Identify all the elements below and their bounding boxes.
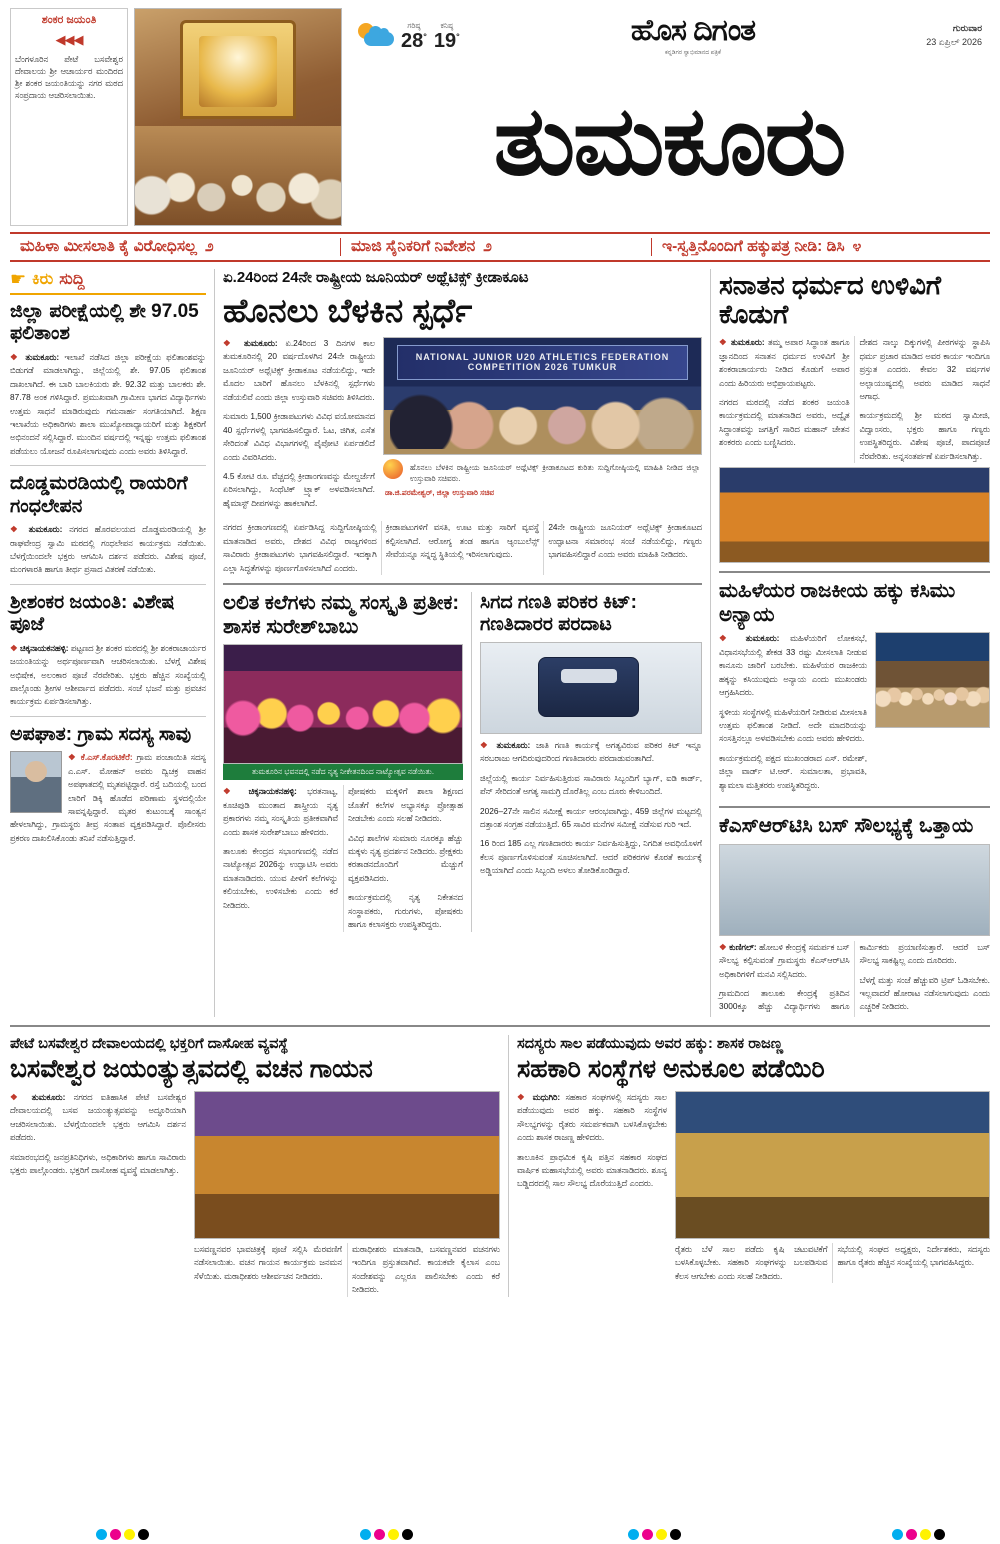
bus-p2: ಗ್ರಾಮದಿಂದ ತಾಲೂಕು ಕೇಂದ್ರಕ್ಕೆ ಪ್ರತಿದಿನ 3000ಕ್ಕೂ ಹೆಚ್ಚು ವಿದ್ಯಾರ್ಥಿಗಳು ಹಾಗೂ ಕಾರ್ಮಿಕರು ಪ್ರಯಾಣಿಸುತ್ತಾರೆ. ಆದರೆ ಬಸ್ ಸೌಲಭ್ಯ ಸಾಕಷ್ಟಿಲ್ಲ ಎಂದು ದೂರಿದರು. <box>719 941 990 1012</box>
coop-place: ಮಧುಗಿರಿ: <box>532 1091 561 1102</box>
divider <box>10 1025 990 1027</box>
brand-name: ಹೊಸ ದಿಗಂತ <box>630 14 756 47</box>
dais-people-graphic <box>390 394 694 450</box>
lead-photo-credit: ಡಾ.ಜಿ.ಪರಮೇಶ್ವರ್, ಜಿಲ್ಲಾ ಉಸ್ತುವಾರಿ ಸಚಿವ <box>385 488 495 498</box>
side-story-title: ಶಂಕರ ಜಯಂತಿ <box>41 14 97 26</box>
lead-p3: ಸುಮಾರು 1,500 ಕ್ರೀಡಾಪಟುಗಳು ವಿವಿಧ ವಯೋಮಾನದ 40 ಸ್ಪರ್ಧೆಗಳಲ್ಲಿ ಭಾಗವಹಿಸಲಿದ್ದಾರೆ. ಓಟ, ಜಿಗಿತ, ಎಸೆತ ಸೇರಿದಂತೆ ವಿವಿಧ ವಿಭಾಗಗಳಲ್ಲಿ ಪೈಪೋಟಿ ಏರ್ಪಡಲಿದೆ ಎಂದು ವಿವರಿಸಿದರು. <box>223 411 375 462</box>
dharma-story <box>719 271 990 563</box>
women-p1: ಮಹಿಳೆಯರಿಗೆ ಲೋಕಸಭೆ, ವಿಧಾನಸಭೆಯಲ್ಲಿ ಶೇಕಡ 33 ರಷ್ಟು ಮೀಸಲಾತಿ ನೀಡುವ ಕಾನೂನು ಜಾರಿಗೆ ಬರಬೇಕು. ಮಹಿಳೆಯರ ರಾಜಕೀಯ ಹಕ್ಕನ್ನು ಕಸಿಯುವುದು ಅನ್ಯಾಯ ಎಂದು ಮುಖಂಡರು ಆಗ್ರಹಿಸಿದರು. <box>719 633 868 698</box>
basava-p1: ನಗರದ ಐತಿಹಾಸಿಕ ಪೇಟೆ ಬಸವೇಶ್ವರ ದೇವಾಲಯದಲ್ಲಿ ಬಸವ ಜಯಂತ್ಯುತ್ಸವವನ್ನು ಅದ್ಧೂರಿಯಾಗಿ ಆಚರಿಸಲಾಯಿತು. ಬೆಳಗ್ಗೆಯಿಂದಲೇ ಭಕ್ತರು ಆಗಮಿಸಿ ದರ್ಶನ ಪಡೆದರು. <box>10 1091 186 1143</box>
census-place: ತುಮಕೂರು: <box>496 739 531 750</box>
culture-place: ಚಿಕ್ಕನಾಯಕನಹಳ್ಳಿ: <box>248 786 297 797</box>
temp-min: ಕನಿಷ್ಠ 19° <box>433 20 460 52</box>
column-left <box>10 269 206 1017</box>
color-registration-marks-2 <box>360 1529 413 1540</box>
divider <box>10 465 206 466</box>
brand-tagline: ಕನ್ನಡಿಗರ ಸ್ವಾಭಿಮಾನದ ಪತ್ರಿಕೆ <box>664 50 721 56</box>
kiru-badge-part1: ಕಿರು <box>32 270 54 288</box>
center-bottom-block <box>223 592 702 932</box>
date-full: 23 ಏಪ್ರಿಲ್ 2026 <box>926 36 982 47</box>
main-grid <box>10 269 990 1017</box>
lead-p5: ಕ್ರೀಡಾಪಟುಗಳಿಗೆ ವಸತಿ, ಊಟ ಮತ್ತು ಸಾರಿಗೆ ವ್ಯವಸ್ಥೆ ಕಲ್ಪಿಸಲಾಗಿದೆ. ಆರೋಗ್ಯ ತಂಡ ಹಾಗೂ ಆ್ಯಂಬುಲೆನ್ಸ್ ಸೇವೆಯನ್ನೂ ಸನ್ನದ್ಧ ಸ್ಥಿತಿಯಲ್ಲಿ ಇರಿಸಲಾಗುವುದು. <box>385 522 540 560</box>
women-p2: ಸ್ಥಳೀಯ ಸಂಸ್ಥೆಗಳಲ್ಲಿ ಮಹಿಳೆಯರಿಗೆ ನೀಡಿರುವ ಮೀಸಲಾತಿ ಉತ್ತಮ ಫಲಿತಾಂಶ ನೀಡಿದೆ. ಅದೇ ಮಾದರಿಯನ್ನು ಸಂಸತ್ತಿನಲ್ಲೂ ಅಳವಡಿಸಬೇಕು ಎಂದು ಅವರು ಹೇಳಿದರು. <box>719 706 867 744</box>
women-headline: ಮಹಿಳೆಯರ ರಾಜಕೀಯ ಹಕ್ಕು ಕಸಿಮು ಅನ್ಯಾಯ <box>719 580 956 626</box>
brief-item-3: ಶ್ರೀಶಂಕರ ಜಯಂತಿ: ವಿಶೇಷ ಪೂಜೆ ❖ ಚಿಕ್ಕನಾಯಕನಹಳ್ಳಿ: ಪಟ್ಟಣದ ಶ್ರೀ ಶಂಕರ ಮಠದಲ್ಲಿ ಶ್ರೀ ಶಂಕರಾಚಾರ್ಯರ ಜಯಂತಿಯನ್ನು ಅರ್ಥಪೂರ್ಣವಾಗಿ ಆಚರಿಸಲಾಯಿತು. ಬೆಳಗ್ಗೆ ವಿಶೇಷ ಅಭಿಷೇಕ, ಅಲಂಕಾರ ಪೂಜೆ ನೆರವೇರಿತು. ಭಕ್ತರು ಹೆಚ್ಚಿನ ಸಂಖ್ಯೆಯಲ್ಲಿ ಪಾಲ್ಗೊಂಡು ಶ್ರೀಗಳ ಆಶೀರ್ವಾದ ಪಡೆದರು. ಸಂಜೆ ಭಜನೆ ಮತ್ತು ಪ್ರವಚನ ಕಾರ್ಯಕ್ರಮ ಏರ್ಪಡಿಸಲಾಗಿತ್ತು. <box>10 591 206 707</box>
census-p4: 16 ರಿಂದ 185 ಎಲ್ಲ ಗಣತಿದಾರರು ಕಾರ್ಯ ನಿರ್ವಹಿಸುತ್ತಿದ್ದು, ನಿಗದಿತ ಅವಧಿಯೊಳಗೆ ಕೆಲಸ ಪೂರ್ಣಗೊಳಿಸುವಂತೆ ಸೂಚಿಸಲಾಗಿದೆ. ಆದರೆ ಪರಿಕರಗಳ ಕೊರತೆ ಕಾರ್ಯಕ್ಕೆ ಅಡ್ಡಿಯಾಗಿದೆ ಎಂದು ಸಿಬ್ಬಂದಿ ಅಳಲು ತೋಡಿಕೊಂಡಿದ್ದಾರೆ. <box>480 838 702 876</box>
ticker-3-page: ೪ <box>852 238 862 255</box>
brief-3-text: ಪಟ್ಟಣದ ಶ್ರೀ ಶಂಕರ ಮಠದಲ್ಲಿ ಶ್ರೀ ಶಂಕರಾಚಾರ್ಯರ ಜಯಂತಿಯನ್ನು ಅರ್ಥಪೂರ್ಣವಾಗಿ ಆಚರಿಸಲಾಯಿತು. ಬೆಳಗ್ಗೆ ವಿಶೇಷ ಅಭಿಷೇಕ, ಅಲಂಕಾರ ಪೂಜೆ ನೆರವೇರಿತು. ಭಕ್ತರು ಹೆಚ್ಚಿನ ಸಂಖ್ಯೆಯಲ್ಲಿ ಪಾಲ್ಗೊಂಡು ಶ್ರೀಗಳ ಆಶೀರ್ವಾದ ಪಡೆದರು. ಸಂಜೆ ಭಜನೆ ಮತ್ತು ಪ್ರವಚನ ಕಾರ್ಯಕ್ರಮ ಏರ್ಪಡಿಸಲಾಗಿತ್ತು. <box>10 642 206 707</box>
shrine-graphic <box>180 20 295 119</box>
dancers-graphic <box>224 645 462 763</box>
women-place: ತುಮಕೂರು: <box>745 633 780 644</box>
census-p1: ಜಾತಿ ಗಣತಿ ಕಾರ್ಯಕ್ಕೆ ಅಗತ್ಯವಿರುವ ಪರಿಕರ ಕಿಟ್ ಇನ್ನೂ ಸರಬರಾಜು ಆಗದಿರುವುದರಿಂದ ಗಣತಿದಾರರು ಪರದಾಡುವಂತಾಗಿದೆ. <box>480 739 702 764</box>
ticker-2-text: ಮಾಜಿ ಸೈನಿಕರಿಗೆ ನಿವೇಶನ <box>351 238 476 255</box>
memorandum-photo <box>719 844 990 936</box>
column-center <box>214 269 702 1017</box>
dharma-body: ❖ ತುಮಕೂರು: ತಮ್ಮ ಅಪಾರ ಸಿದ್ಧಾಂತ ಹಾಗೂ ಜ್ಞಾನದಿಂದ ಸನಾತನ ಧರ್ಮದ ಉಳಿವಿಗೆ ಶ್ರೀ ಶಂಕರಾಚಾರ್ಯರು ನೀಡಿದ ಕೊಡುಗೆ ಅಪಾರ ಎಂದು ಹಿರಿಯರು ಅಭಿಪ್ರಾಯಪಟ್ಟರು. ನಗರದ ಮಠದಲ್ಲಿ ನಡೆದ ಶಂಕರ ಜಯಂತಿ ಕಾರ್ಯಕ್ರಮದಲ್ಲಿ ಮಾತನಾಡಿದ ಅವರು, ಅದ್ವೈತ ಸಿದ್ಧಾಂತವನ್ನು ಜಗತ್ತಿಗೆ ಸಾರಿದ ಮಹಾನ್ ಚೇತನ ಶಂಕರರು ಎಂದು ಬಣ್ಣಿಸಿದರು. ದೇಶದ ನಾಲ್ಕು ದಿಕ್ಕುಗಳಲ್ಲಿ ಪೀಠಗಳನ್ನು ಸ್ಥಾಪಿಸಿ ಧರ್ಮ ಪ್ರಚಾರ ಮಾಡಿದ ಅವರ ಕಾರ್ಯ ಇಂದಿಗೂ ಪ್ರಸ್ತುತ ಎಂದರು. ಕೇವಲ 32 ವರ್ಷಗಳ ಅಲ್ಪಾಯುಷ್ಯದಲ್ಲಿ ಅವರು ಮಾಡಿದ ಸಾಧನೆ ಅಗಾಧ. ಕಾರ್ಯಕ್ರಮದಲ್ಲಿ ಶ್ರೀ ಮಠದ ಸ್ವಾಮೀಜಿ, ವಿದ್ವಾಂಸರು, ಭಕ್ತರು ಹಾಗೂ ಗಣ್ಯರು ಉಪಸ್ಥಿತರಿದ್ದರು. ವಿಶೇಷ ಪೂಜೆ, ಪಾದಪೂಜೆ ನೆರವೇರಿತು. ಅನ್ನಸಂತರ್ಪಣೆ ಏರ್ಪಡಿಸಲಾಗಿತ್ತು. <box>719 336 990 463</box>
culture-p3: ಪೋಷಕರು ಮಕ್ಕಳಿಗೆ ಶಾಲಾ ಶಿಕ್ಷಣದ ಜೊತೆಗೆ ಕಲೆಗಳ ಅಭ್ಯಾಸಕ್ಕೂ ಪ್ರೋತ್ಸಾಹ ನೀಡಬೇಕು ಎಂದು ಸಲಹೆ ನೀಡಿದರು. <box>348 786 463 824</box>
color-registration-marks-4 <box>892 1529 945 1540</box>
brief-3-headline: ಶ್ರೀಶಂಕರ ಜಯಂತಿ: ವಿಶೇಷ ಪೂಜೆ <box>10 591 175 636</box>
basava-p3: ಸಮಾರಂಭದಲ್ಲಿ ಜನಪ್ರತಿನಿಧಿಗಳು, ಅಧಿಕಾರಿಗಳು ಹಾಗೂ ಸಾವಿರಾರು ಭಕ್ತರು ಪಾಲ್ಗೊಂಡರು. ಭಕ್ತರಿಗೆ ದಾಸೋಹ ವ್ಯವಸ್ಥೆ ಮಾಡಲಾಗಿತ್ತು. <box>10 1151 186 1175</box>
coop-p4: ಸಭೆಯಲ್ಲಿ ಸಂಘದ ಅಧ್ಯಕ್ಷರು, ನಿರ್ದೇಶಕರು, ಸದಸ್ಯರು ಹಾಗೂ ರೈತರು ಹೆಚ್ಚಿನ ಸಂಖ್ಯೆಯಲ್ಲಿ ಭಾಗವಹಿಸಿದ್ದರು. <box>837 1243 990 1268</box>
basava-p2: ಬಸವಣ್ಣನವರ ಭಾವಚಿತ್ರಕ್ಕೆ ಪೂಜೆ ಸಲ್ಲಿಸಿ ಮೆರವಣಿಗೆ ನಡೆಸಲಾಯಿತು. ವಚನ ಗಾಯನ ಕಾರ್ಯಕ್ರಮ ಜನಮನ ಸೆಳೆಯಿತು. ಮಠಾಧೀಶರು ಆಶೀರ್ವಚನ ನೀಡಿದರು. <box>194 1243 342 1281</box>
dharma-p2: ನಗರದ ಮಠದಲ್ಲಿ ನಡೆದ ಶಂಕರ ಜಯಂತಿ ಕಾರ್ಯಕ್ರಮದಲ್ಲಿ ಮಾತನಾಡಿದ ಅವರು, ಅದ್ವೈತ ಸಿದ್ಧಾಂತವನ್ನು ಜಗತ್ತಿಗೆ ಸಾರಿದ ಮಹಾನ್ ಚೇತನ ಶಂಕರರು ಎಂದು ಬಣ್ಣಿಸಿದರು. <box>719 396 850 448</box>
color-registration-marks-3 <box>628 1529 681 1540</box>
lead-p2: ನಗರದ ಕ್ರೀಡಾಂಗಣದಲ್ಲಿ ಏರ್ಪಡಿಸಿದ್ದ ಸುದ್ದಿಗೋಷ್ಠಿಯಲ್ಲಿ ಮಾತನಾಡಿದ ಅವರು, ದೇಶದ ವಿವಿಧ ರಾಜ್ಯಗಳಿಂದ ಸಾವಿರಾರು ಕ್ರೀಡಾಪಟುಗಳು ಭಾಗವಹಿಸಲಿದ್ದಾರೆ. ಇದಕ್ಕಾಗಿ ಎಲ್ಲಾ ಸಿದ್ಧತೆಗಳನ್ನು ಪೂರ್ಣಗೊಳಿಸಲಾಗಿದೆ ಎಂದರು. <box>223 522 377 573</box>
brief-item-2: ದೊಡ್ಡಮರಡಿಯಲ್ಲಿ ರಾಯರಿಗೆ ಗಂಧಲೇಪನ ❖ ತುಮಕೂರು: ನಗರದ ಹೊರವಲಯದ ದೊಡ್ಡಮರಡಿಯಲ್ಲಿ ಶ್ರೀ ರಾಘವೇಂದ್ರ ಸ್ವಾಮಿ ಮಠದಲ್ಲಿ ಗಂಧಲೇಪನ ಕಾರ್ಯಕ್ರಮ ನಡೆಯಿತು. ಬೆಳಗ್ಗೆಯಿಂದಲೇ ಭಕ್ತರು ಆಗಮಿಸಿ ದರ್ಶನ ಪಡೆದರು. ವಿಶೇಷ ಪೂಜೆ, ಮಂಗಳಾರತಿ ಹಾಗೂ ತೀರ್ಥ ಪ್ರಸಾದ ವಿತರಣೆ ನಡೆಯಿತು. <box>10 473 206 575</box>
temple-ceremony-photo <box>194 1091 500 1239</box>
cooperative-story: ಸದಸ್ಯರು ಸಾಲ ಪಡೆಯುವುದು ಅವರ ಹಕ್ಕು: ಶಾಸಕ ರಾಜಣ್ಣ ಸಹಕಾರಿ ಸಂಸ್ಥೆಗಳ ಅನುಕೂಲ ಪಡೆಯಿರಿ ❖ ಮಧುಗಿರಿ: ಸಹಕಾರ ಸಂಘಗಳಲ್ಲಿ ಸದಸ್ಯರು ಸಾಲ ಪಡೆಯುವುದು ಅವರ ಹಕ್ಕು. ಸಹಕಾರಿ ಸಂಸ್ಥೆಗಳ ಸೌಲಭ್ಯಗಳನ್ನು ರೈತರು ಸಮರ್ಪಕವಾಗಿ ಬಳಸಿಕೊಳ್ಳಬೇಕು ಎಂದು ಶಾಸಕ ರಾಜಣ್ಣ ಹೇಳಿದರು. ತಾಲೂಕಿನ ಪ್ರಾಥಮಿಕ ಕೃಷಿ ಪತ್ತಿನ ಸಹಕಾರ ಸಂಘದ ವಾರ್ಷಿಕ ಮಹಾಸಭೆಯಲ್ಲಿ ಅವರು ಮಾತನಾಡಿದರು. ಶೂನ್ಯ ಬಡ್ಡಿದರದಲ್ಲಿ ಸಾಲ ಸೌಲಭ್ಯ ದೊರೆಯುತ್ತಿದೆ ಎಂದರು. ರೈತರು ಬೆಳೆ ಸಾಲ ಪಡೆದು ಕೃಷಿ ಚಟುವಟಿಕೆಗೆ ಬಳಸಿಕೊಳ್ಳಬೇಕು. ಸಹಕಾರಿ ಸಂಘಗಳನ್ನು ಬಲಪಡಿಸುವ ಕೆಲಸ ಆಗಬೇಕು ಎಂದು ಸಲಹೆ ನೀಡಿದರು. ಸಭೆಯಲ್ಲಿ ಸಂಘದ ಅಧ್ಯಕ್ಷರು, ನಿರ್ದೇಶಕರು, ಸದಸ್ಯರು ಹಾಗೂ ರೈತರು ಹೆಚ್ಚಿನ ಸಂಖ್ಯೆಯಲ್ಲಿ ಭಾಗವಹಿಸಿದ್ದರು. <box>508 1035 990 1297</box>
sun-cloud-icon <box>358 23 394 49</box>
dharma-p3: ದೇಶದ ನಾಲ್ಕು ದಿಕ್ಕುಗಳಲ್ಲಿ ಪೀಠಗಳನ್ನು ಸ್ಥಾಪಿಸಿ ಧರ್ಮ ಪ್ರಚಾರ ಮಾಡಿದ ಅವರ ಕಾರ್ಯ ಇಂದಿಗೂ ಪ್ರಸ್ತುತ ಎಂದರು. ಕೇವಲ 32 ವರ್ಷಗಳ ಅಲ್ಪಾಯುಷ್ಯದಲ್ಲಿ ಅವರು ಮಾಡಿದ ಸಾಧನೆ ಅಗಾಧ. <box>859 337 990 401</box>
color-registration-marks-1 <box>96 1529 149 1540</box>
culture-p2: ತಾಲೂಕು ಕೇಂದ್ರದ ಸಭಾಂಗಣದಲ್ಲಿ ನಡೆದ ನಾಟ್ಯೋತ್ಸವ 2026ನ್ನು ಉದ್ಘಾಟಿಸಿ ಅವರು ಮಾತನಾಡಿದರು. ಯುವ ಪೀಳಿಗೆ ಕಲೆಗಳನ್ನು ಕಲಿಯಬೇಕು, ಉಳಿಸಬೇಕು ಎಂದು ಕರೆ ನೀಡಿದರು. <box>223 845 338 910</box>
press-conference-photo <box>383 337 702 455</box>
dance-photo <box>223 644 463 764</box>
divider <box>10 716 206 717</box>
brief-1-text: ಇಲಾಖೆ ನಡೆಸಿದ ಜಿಲ್ಲಾ ಪರೀಕ್ಷೆಯ ಫಲಿತಾಂಶವನ್ನು ಬಿಡುಗಡೆ ಮಾಡಲಾಗಿದ್ದು, ಜಿಲ್ಲೆಯಲ್ಲಿ ಶೇ. 97.05 ಫಲಿತಾಂಶ ದಾಖಲಾಗಿದೆ. ಈ ಬಾರಿ ಬಾಲಕಿಯರು ಶೇ. 92.32 ಮತ್ತು ಬಾಲಕರು ಶೇ. 87.78 ಅಂಕ ಗಳಿಸಿದ್ದಾರೆ. ಪ್ರಮುಖವಾಗಿ ಗ್ರಾಮೀಣ ಭಾಗದ ವಿದ್ಯಾರ್ಥಿಗಳು ಉತ್ತಮ ಸಾಧನೆ ಮಾಡಿರುವುದು ಗಮನಾರ್ಹ ಸಂಗತಿಯಾಗಿದೆ. ಶಿಕ್ಷಣ ಇಲಾಖೆಯ ಅಧಿಕಾರಿಗಳು ಶಾಲಾ ಮುಖ್ಯೋಪಾಧ್ಯಾಯರಿಗೆ ಮತ್ತು ಶಿಕ್ಷಕರಿಗೆ ಅಭಿನಂದನೆ ಸಲ್ಲಿಸಿದ್ದಾರೆ. ಮುಂದಿನ ವರ್ಷದಲ್ಲಿ ಇನ್ನಷ್ಟು ಉತ್ತಮ ಫಲಿತಾಂಶ ಪಡೆಯಲು ಯೋಜನೆ ರೂಪಿಸಲಾಗುವುದು ಎಂದು ಅವರು ತಿಳಿಸಿದ್ದಾರೆ. <box>10 351 206 456</box>
culture-photo-caption: ತುಮಕೂರಿನ ಭವನದಲ್ಲಿ ನಡೆದ ನೃತ್ಯ ನೀಕೇತನದಿಂದ ನಾಟ್ಯೋತ್ಸವ ನಡೆಯಿತು. <box>223 764 463 780</box>
weather-widget <box>358 21 460 51</box>
culture-p1: ಭರತನಾಟ್ಯ, ಕೂಚಿಪುಡಿ ಮುಂತಾದ ಶಾಸ್ತ್ರೀಯ ನೃತ್ಯ ಪ್ರಕಾರಗಳು ನಮ್ಮ ಸಂಸ್ಕೃತಿಯ ಪ್ರತೀಕವಾಗಿವೆ ಎಂದು ಶಾಸಕ ಸುರೇಶ್‌ಬಾಬು ಹೇಳಿದರು. <box>223 786 338 837</box>
cooperative-meeting-photo <box>675 1091 990 1239</box>
coop-p2: ತಾಲೂಕಿನ ಪ್ರಾಥಮಿಕ ಕೃಷಿ ಪತ್ತಿನ ಸಹಕಾರ ಸಂಘದ ವಾರ್ಷಿಕ ಮಹಾಸಭೆಯಲ್ಲಿ ಅವರು ಮಾತನಾಡಿದರು. ಶೂನ್ಯ ಬಡ್ಡಿದರದಲ್ಲಿ ಸಾಲ ಸೌಲಭ್ಯ ದೊರೆಯುತ್ತಿದೆ ಎಂದರು. <box>517 1151 667 1189</box>
divider <box>223 583 702 585</box>
divider <box>10 584 206 585</box>
temp-min-value: 19 <box>433 29 457 52</box>
lead-headline: ಹೊನಲು ಬೆಳಕಿನ ಸ್ಪರ್ಧೆ <box>223 291 473 329</box>
kiru-badge-part2: ಸುದ್ದಿ <box>59 270 85 288</box>
masthead-main <box>348 8 990 226</box>
brief-4-headline: ಅಪಘಾತ: ಗ್ರಾಮ ಸದಸ್ಯ ಸಾವು <box>10 723 192 745</box>
bus-p3: ಬೆಳಗ್ಗೆ ಮತ್ತು ಸಂಜೆ ಹೆಚ್ಚುವರಿ ಟ್ರಿಪ್ ಓಡಿಸಬೇಕು. ಇಲ್ಲವಾದರೆ ಹೋರಾಟ ನಡೆಸಲಾಗುವುದು ಎಂದು ಎಚ್ಚರಿಕೆ ನೀಡಿದರು. <box>859 974 990 1012</box>
culture-headline: ಲಲಿತ ಕಲೆಗಳು ನಮ್ಮ ಸಂಸ್ಕೃತಿ ಪ್ರತೀಕ: ಶಾಸಕ ಸುರೇಶ್‌ಬಾಬು <box>223 592 459 638</box>
ticker-2-page: ೨ <box>483 238 492 255</box>
coop-p1: ಸಹಕಾರ ಸಂಘಗಳಲ್ಲಿ ಸದಸ್ಯರು ಸಾಲ ಪಡೆಯುವುದು ಅವರ ಹಕ್ಕು. ಸಹಕಾರಿ ಸಂಸ್ಥೆಗಳ ಸೌಲಭ್ಯಗಳನ್ನು ರೈತರು ಸಮರ್ಪಕವಾಗಿ ಬಳಸಿಕೊಳ್ಳಬೇಕು ಎಂದು ಶಾಸಕ ರಾಜಣ್ಣ ಹೇಳಿದರು. <box>517 1091 667 1143</box>
brand-nameplate <box>631 14 755 57</box>
basava-place: ತುಮಕೂರು: <box>31 1091 66 1102</box>
census-p2: ಜಿಲ್ಲೆಯಲ್ಲಿ ಕಾರ್ಯ ನಿರ್ವಹಿಸುತ್ತಿರುವ ಸಾವಿರಾರು ಸಿಬ್ಬಂದಿಗೆ ಬ್ಯಾಗ್, ಐಡಿ ಕಾರ್ಡ್, ಪೆನ್ ಸೇರಿದಂತೆ ಅಗತ್ಯ ಸಾಮಗ್ರಿ ದೊರೆತಿಲ್ಲ ಎಂಬ ದೂರು ಕೇಳಿಬಂದಿದೆ. <box>480 772 702 797</box>
ticker-item-1[interactable] <box>10 238 340 256</box>
culture-p5: ಕಾರ್ಯಕ್ರಮದಲ್ಲಿ ನೃತ್ಯ ನಿಕೇತನದ ಸಂಸ್ಥಾಪಕರು, ಗುರುಗಳು, ಪೋಷಕರು ಹಾಗೂ ಕಲಾಸಕ್ತರು ಉಪಸ್ಥಿತರಿದ್ದರು. <box>348 892 463 930</box>
brief-2-headline: ದೊಡ್ಡಮರಡಿಯಲ್ಲಿ ರಾಯರಿಗೆ ಗಂಧಲೇಪನ <box>10 473 188 517</box>
women-p3: ಕಾರ್ಯಕ್ರಮದಲ್ಲಿ ಪಕ್ಷದ ಮುಖಂಡರಾದ ಎಸ್. ರಮೇಶ್, ಜಿಲ್ಲಾ ವಾರ್ಡ್ ಟಿ.ಆರ್. ಸುಮಾಲತಾ, ಪ್ರಭಾವತಿ, ಶ್ಯಾಮಲಾ ಮತ್ತಿತರರು ಉಪಸ್ಥಿತರಿದ್ದರು. <box>719 752 867 790</box>
headline-ticker-bar <box>10 232 990 262</box>
mango-logo-icon <box>383 459 403 479</box>
lead-p6: 24ನೇ ರಾಷ್ಟ್ರೀಯ ಜೂನಿಯರ್ ಅಥ್ಲೆಟಿಕ್ಸ್ ಕ್ರೀಡಾಕೂಟದ ಉದ್ಘಾಟನಾ ಸಮಾರಂಭ ಸಂಜೆ ನಡೆಯಲಿದ್ದು, ಗಣ್ಯರು ಭಾಗವಹಿಸಲಿದ್ದಾರೆ ಎಂದು ಅವರು ಮಾಹಿತಿ ನೀಡಿದರು. <box>548 522 702 560</box>
bottom-section <box>10 1035 990 1297</box>
masthead-topbar <box>348 8 990 57</box>
dharma-place: ತುಮಕೂರು: <box>730 337 765 348</box>
left-arrows-icon: ◀◀◀ <box>55 31 83 47</box>
dharma-p1: ತಮ್ಮ ಅಪಾರ ಸಿದ್ಧಾಂತ ಹಾಗೂ ಜ್ಞಾನದಿಂದ ಸನಾತನ ಧರ್ಮದ ಉಳಿವಿಗೆ ಶ್ರೀ ಶಂಕರಾಚಾರ್ಯರು ನೀಡಿದ ಕೊಡುಗೆ ಅಪಾರ ಎಂದು ಹಿರಿಯರು ಅಭಿಪ್ರಾಯಪಟ್ಟರು. <box>719 337 850 388</box>
bus-p1: ಹೋಬಳಿ ಕೇಂದ್ರಕ್ಕೆ ಸಮರ್ಪಕ ಬಸ್ ಸೌಲಭ್ಯ ಕಲ್ಪಿಸುವಂತೆ ಗ್ರಾಮಸ್ಥರು ಕೆಎಸ್‌ಆರ್‌ಟಿಸಿ ಅಧಿಕಾರಿಗಳಿಗೆ ಮನವಿ ಸಲ್ಲಿಸಿದರು. <box>719 941 850 979</box>
masthead <box>10 8 990 226</box>
date-block <box>926 22 986 49</box>
brief-2-text: ನಗರದ ಹೊರವಲಯದ ದೊಡ್ಡಮರಡಿಯಲ್ಲಿ ಶ್ರೀ ರಾಘವೇಂದ್ರ ಸ್ವಾಮಿ ಮಠದಲ್ಲಿ ಗಂಧಲೇಪನ ಕಾರ್ಯಕ್ರಮ ನಡೆಯಿತು. ಬೆಳಗ್ಗೆಯಿಂದಲೇ ಭಕ್ತರು ಆಗಮಿಸಿ ದರ್ಶನ ಪಡೆದರು. ವಿಶೇಷ ಪೂಜೆ, ಮಂಗಳಾರತಿ ಹಾಗೂ ತೀರ್ಥ ಪ್ರಸಾದ ವಿತರಣೆ ನಡೆಯಿತು. <box>10 524 206 575</box>
kit-bag-graphic <box>538 657 639 716</box>
ticker-1-text: ಮಹಿಳಾ ಮೀಸಲಾತಿ ಕೈ ವಿರೋಧಿಸಲ್ಲ <box>20 238 197 255</box>
weekday: ಗುರುವಾರ <box>952 23 982 33</box>
masthead-photo <box>134 8 342 226</box>
brief-1-headline: ಜಿಲ್ಲಾ ಪರೀಕ್ಷೆಯಲ್ಲಿ ಶೇ 97.05 ಫಲಿತಾಂಶ <box>10 301 199 345</box>
lead-p4: 4.5 ಕೋಟಿ ರೂ. ವೆಚ್ಚದಲ್ಲಿ ಕ್ರೀಡಾಂಗಣವನ್ನು ಮೇಲ್ದರ್ಜೆಗೆ ಏರಿಸಲಾಗಿದ್ದು, ಸಿಂಥೆಟಿಕ್ ಟ್ರ್ಯಾಕ್ ಅಳವಡಿಸಲಾಗಿದೆ. ಹೈಮಾಸ್ಟ್ ದೀಪಗಳನ್ನು ಹಾಕಲಾಗಿದೆ. <box>223 470 375 508</box>
basava-headline: ಬಸವೇಶ್ವರ ಜಯಂತ್ಯುತ್ಸವದಲ್ಲಿ ವಚನ ಗಾಯನ <box>10 1055 373 1084</box>
brief-4-text: ಗ್ರಾಮ ಪಂಚಾಯಿತಿ ಸದಸ್ಯ ಎ.ಎಸ್. ಮೋಹನ್ ಅವರು ದ್ವಿಚಕ್ರ ವಾಹನ ಅಪಘಾತದಲ್ಲಿ ಮೃತಪಟ್ಟಿದ್ದಾರೆ. ರಸ್ತೆ ಬದಿಯಲ್ಲಿ ಬಂದ ಲಾರಿಗೆ ಡಿಕ್ಕಿ ಹೊಡೆದ ಪರಿಣಾಮ ಸ್ಥಳದಲ್ಲಿಯೇ ಸಾವನ್ನಪ್ಪಿದ್ದಾರೆ. ಮೃತರ ಕುಟುಂಬಕ್ಕೆ ಸಾಂತ್ವನ ಹೇಳಲಾಗಿದ್ದು, ಗ್ರಾಮಸ್ಥರು ತೀವ್ರ ಸಂತಾಪ ವ್ಯಕ್ತಪಡಿಸಿದ್ದಾರೆ. ಪೊಲೀಸರು ಪ್ರಕರಣ ದಾಖಲಿಸಿಕೊಂಡು ತನಿಖೆ ನಡೆಸುತ್ತಿದ್ದಾರೆ. <box>10 752 206 843</box>
basava-kicker: ಪೇಟೆ ಬಸವೇಶ್ವರ ದೇವಾಲಯದಲ್ಲಿ ಭಕ್ತರಿಗೆ ದಾಸೋಹ ವ್ಯವಸ್ಥೆ <box>10 1035 289 1052</box>
bus-demand-story: ಕೆಎಸ್‌ಆರ್‌ಟಿಸಿ ಬಸ್ ಸೌಲಭ್ಯಕ್ಕೆ ಒತ್ತಾಯ ❖ ಕುಣಿಗಲ್: ಹೋಬಳಿ ಕೇಂದ್ರಕ್ಕೆ ಸಮರ್ಪಕ ಬಸ್ ಸೌಲಭ್ಯ ಕಲ್ಪಿಸುವಂತೆ ಗ್ರಾಮಸ್ಥರು ಕೆಎಸ್‌ಆರ್‌ಟಿಸಿ ಅಧಿಕಾರಿಗಳಿಗೆ ಮನವಿ ಸಲ್ಲಿಸಿದರು. ಗ್ರಾಮದಿಂದ ತಾಲೂಕು ಕೇಂದ್ರಕ್ಕೆ ಪ್ರತಿದಿನ 3000ಕ್ಕೂ ಹೆಚ್ಚು ವಿದ್ಯಾರ್ಥಿಗಳು ಹಾಗೂ ಕಾರ್ಮಿಕರು ಪ್ರಯಾಣಿಸುತ್ತಾರೆ. ಆದರೆ ಬಸ್ ಸೌಲಭ್ಯ ಸಾಕಷ್ಟಿಲ್ಲ ಎಂದು ದೂರಿದರು. ಬೆಳಗ್ಗೆ ಮತ್ತು ಸಂಜೆ ಹೆಚ್ಚುವರಿ ಟ್ರಿಪ್ ಓಡಿಸಬೇಕು. ಇಲ್ಲವಾದರೆ ಹೋರಾಟ ನಡೆಸಲಾಗುವುದು ಎಂದು ಎಚ್ಚರಿಕೆ ನೀಡಿದರು. <box>719 815 990 1017</box>
brief-2-place: ತುಮಕೂರು: <box>28 524 63 535</box>
coop-p3: ರೈತರು ಬೆಳೆ ಸಾಲ ಪಡೆದು ಕೃಷಿ ಚಟುವಟಿಕೆಗೆ ಬಳಸಿಕೊಳ್ಳಬೇಕು. ಸಹಕಾರಿ ಸಂಘಗಳನ್ನು ಬಲಪಡಿಸುವ ಕೆಲಸ ಆಗಬೇಕು ಎಂದು ಸಲಹೆ ನೀಡಿದರು. <box>675 1243 828 1281</box>
temp-max: ಗರಿಷ್ಠ 28° <box>401 20 427 52</box>
meeting-people-graphic <box>876 633 989 727</box>
census-headline: ಸಿಗದ ಗಣತಿ ಪರಿಕರ ಕಿಟ್: ಗಣತಿದಾರರ ಪರದಾಟ <box>480 592 637 636</box>
lead-place: ತುಮಕೂರು: <box>243 338 278 349</box>
masthead-side-story <box>10 8 128 226</box>
ticker-3-text: ಇ-ಸ್ವತ್ತಿನೊಂದಿಗೆ ಹಕ್ಕುಪತ್ರ ನೀಡಿ: ಡಿಸಿ <box>662 238 845 255</box>
dharma-p4: ಕಾರ್ಯಕ್ರಮದಲ್ಲಿ ಶ್ರೀ ಮಠದ ಸ್ವಾಮೀಜಿ, ವಿದ್ವಾಂಸರು, ಭಕ್ತರು ಹಾಗೂ ಗಣ್ಯರು ಉಪಸ್ಥಿತರಿದ್ದರು. ವಿಶೇಷ ಪೂಜೆ, ಪಾದಪೂಜೆ ನೆರವೇರಿತು. ಅನ್ನಸಂತರ್ಪಣೆ ಏರ್ಪಡಿಸಲಾಗಿತ್ತು. <box>859 410 990 461</box>
event-banner-text: NATIONAL JUNIOR U20 ATHLETICS FEDERATION COMPETITION 2026 TUMKUR <box>397 345 689 380</box>
culture-p4: ವಿವಿಧ ಶಾಲೆಗಳ ಸುಮಾರು ನೂರಕ್ಕೂ ಹೆಚ್ಚು ಮಕ್ಕಳು ನೃತ್ಯ ಪ್ರದರ್ಶನ ನೀಡಿದರು. ಪ್ರೇಕ್ಷಕರು ಕರತಾಡನದೊಂದಿಗೆ ಮೆಚ್ಚುಗೆ ವ್ಯಕ್ತಪಡಿಸಿದರು. <box>348 832 463 883</box>
divider <box>719 806 990 808</box>
brief-3-place: ಚಿಕ್ಕನಾಯಕನಹಳ್ಳಿ: <box>20 642 69 653</box>
coop-headline: ಸಹಕಾರಿ ಸಂಸ್ಥೆಗಳ ಅನುಕೂಲ ಪಡೆಯಿರಿ <box>517 1055 825 1084</box>
portrait-photo <box>10 751 62 813</box>
bus-place: ಕುಣಿಗಲ್: <box>729 941 757 952</box>
basava-story: ಪೇಟೆ ಬಸವೇಶ್ವರ ದೇವಾಲಯದಲ್ಲಿ ಭಕ್ತರಿಗೆ ದಾಸೋಹ ವ್ಯವಸ್ಥೆ ಬಸವೇಶ್ವರ ಜಯಂತ್ಯುತ್ಸವದಲ್ಲಿ ವಚನ ಗಾಯನ ❖ ತುಮಕೂರು: ನಗರದ ಐತಿಹಾಸಿಕ ಪೇಟೆ ಬಸವೇಶ್ವರ ದೇವಾಲಯದಲ್ಲಿ ಬಸವ ಜಯಂತ್ಯುತ್ಸವವನ್ನು ಅದ್ಧೂರಿಯಾಗಿ ಆಚರಿಸಲಾಯಿತು. ಬೆಳಗ್ಗೆಯಿಂದಲೇ ಭಕ್ತರು ಆಗಮಿಸಿ ದರ್ಶನ ಪಡೆದರು. ಸಮಾರಂಭದಲ್ಲಿ ಜನಪ್ರತಿನಿಧಿಗಳು, ಅಧಿಕಾರಿಗಳು ಹಾಗೂ ಸಾವಿರಾರು ಭಕ್ತರು ಪಾಲ್ಗೊಂಡರು. ಭಕ್ತರಿಗೆ ದಾಸೋಹ ವ್ಯವಸ್ಥೆ ಮಾಡಲಾಗಿತ್ತು. ಬಸವಣ್ಣನವರ ಭಾವಚಿತ್ರಕ್ಕೆ ಪೂಜೆ ಸಲ್ಲಿಸಿ ಮೆರವಣಿಗೆ ನಡೆಸಲಾಯಿತು. ವಚನ ಗಾಯನ ಕಾರ್ಯಕ್ರಮ ಜನಮನ ಸೆಳೆಯಿತು. ಮಠಾಧೀಶರು ಆಶೀರ್ವಚನ ನೀಡಿದರು. ಮಠಾಧೀಶರು ಮಾತನಾಡಿ, ಬಸವಣ್ಣನವರ ವಚನಗಳು ಇಂದಿಗೂ ಪ್ರಸ್ತುತವಾಗಿವೆ. ಕಾಯಕವೇ ಕೈಲಾಸ ಎಂಬ ಸಂದೇಶವನ್ನು ಎಲ್ಲರೂ ಪಾಲಿಸಬೇಕು ಎಂದು ಕರೆ ನೀಡಿದರು. <box>10 1035 500 1297</box>
census-story: ಸಿಗದ ಗಣತಿ ಪರಿಕರ ಕಿಟ್: ಗಣತಿದಾರರ ಪರದಾಟ ❖ ತುಮಕೂರು: ಜಾತಿ ಗಣತಿ ಕಾರ್ಯಕ್ಕೆ ಅಗತ್ಯವಿರುವ ಪರಿಕರ ಕಿಟ್ ಇನ್ನೂ ಸರಬರಾಜು ಆಗದಿರುವುದರಿಂದ ಗಣತಿದಾರರು ಪರದಾಡುವಂತಾಗಿದೆ. ಜಿಲ್ಲೆಯಲ್ಲಿ ಕಾರ್ಯ ನಿರ್ವಹಿಸುತ್ತಿರುವ ಸಾವಿರಾರು ಸಿಬ್ಬಂದಿಗೆ ಬ್ಯಾಗ್, ಐಡಿ ಕಾರ್ಡ್, ಪೆನ್ ಸೇರಿದಂತೆ ಅಗತ್ಯ ಸಾಮಗ್ರಿ ದೊರೆತಿಲ್ಲ ಎಂಬ ದೂರು ಕೇಳಿಬಂದಿದೆ. 2026–27ನೇ ಸಾಲಿನ ಸಮೀಕ್ಷೆ ಕಾರ್ಯ ಆರಂಭವಾಗಿದ್ದು, 459 ಜಿಲ್ಲೆಗಳ ಮಟ್ಟದಲ್ಲಿ ದತ್ತಾಂಶ ಸಂಗ್ರಹ ನಡೆಯುತ್ತಿದೆ. 65 ಸಾವಿರ ಮನೆಗಳ ಸಮೀಕ್ಷೆ ನಡೆಸುವ ಗುರಿ ಇದೆ. 16 ರಿಂದ 185 ಎಲ್ಲ ಗಣತಿದಾರರು ಕಾರ್ಯ ನಿರ್ವಹಿಸುತ್ತಿದ್ದು, ನಿಗದಿತ ಅವಧಿಯೊಳಗೆ ಕೆಲಸ ಪೂರ್ಣಗೊಳಿಸುವಂತೆ ಸೂಚಿಸಲಾಗಿದೆ. ಆದರೆ ಪರಿಕರಗಳ ಕೊರತೆ ಕಾರ್ಯಕ್ಕೆ ಅಡ್ಡಿಯಾಗಿದೆ ಎಂದು ಸಿಬ್ಬಂದಿ ಅಳಲು ತೋಡಿಕೊಂಡಿದ್ದಾರೆ. <box>471 592 702 932</box>
ticker-1-page: ೨ <box>204 238 214 255</box>
lead-p1: ಏ.24ರಿಂದ 3 ದಿನಗಳ ಕಾಲ ತುಮಕೂರಿನಲ್ಲಿ 20 ವರ್ಷದೊಳಗಿನ 24ನೇ ರಾಷ್ಟ್ರೀಯ ಜೂನಿಯರ್ ಅಥ್ಲೆಟಿಕ್ಸ್ ಕ್ರೀಡಾಕೂಟ ನಡೆಯಲಿದ್ದು, ಇದೇ ಮೊದಲ ಬಾರಿಗೆ ಹೊನಲು ಬೆಳಕಿನಲ್ಲಿ ಸ್ಪರ್ಧೆಗಳು ನಡೆಯಲಿವೆ ಎಂದು ಜಿಲ್ಲಾ ಉಸ್ತುವಾರಿ ಸಚಿವರು ತಿಳಿಸಿದರು. <box>223 338 376 402</box>
census-kit-photo <box>480 642 702 734</box>
kiru-suddi-badge <box>10 269 206 295</box>
ticker-item-2[interactable] <box>340 238 652 256</box>
lead-kicker: ಏ.24ರಿಂದ 24ನೇ ರಾಷ್ಟ್ರೀಯ ಜೂನಿಯರ್ ಅಥ್ಲೆಟಿಕ್ಸ್ ಕ್ರೀಡಾಕೂಟ <box>223 269 529 286</box>
coop-kicker: ಸದಸ್ಯರು ಸಾಲ ಪಡೆಯುವುದು ಅವರ ಹಕ್ಕು: ಶಾಸಕ ರಾಜಣ್ಣ <box>517 1035 784 1052</box>
brief-item-4: ಅಪಘಾತ: ಗ್ರಾಮ ಸದಸ್ಯ ಸಾವು ❖ ಕೆ.ಎಸ್.ಕೊರಟಿಕೆರೆ: ಗ್ರಾಮ ಪಂಚಾಯಿತಿ ಸದಸ್ಯ ಎ.ಎಸ್. ಮೋಹನ್ ಅವರು ದ್ವಿಚಕ್ರ ವಾಹನ ಅಪಘಾತದಲ್ಲಿ ಮೃತಪಟ್ಟಿದ್ದಾರೆ. ರಸ್ತೆ ಬದಿಯಲ್ಲಿ ಬಂದ ಲಾರಿಗೆ ಡಿಕ್ಕಿ ಹೊಡೆದ ಪರಿಣಾಮ ಸ್ಥಳದಲ್ಲಿಯೇ ಸಾವನ್ನಪ್ಪಿದ್ದಾರೆ. ಮೃತರ ಕುಟುಂಬಕ್ಕೆ ಸಾಂತ್ವನ ಹೇಳಲಾಗಿದ್ದು, ಗ್ರಾಮಸ್ಥರು ತೀವ್ರ ಸಂತಾಪ ವ್ಯಕ್ತಪಡಿಸಿದ್ದಾರೆ. ಪೊಲೀಸರು ಪ್ರಕರಣ ದಾಖಲಿಸಿಕೊಂಡು ತನಿಖೆ ನಡೆಸುತ್ತಿದ್ದಾರೆ. <box>10 723 206 843</box>
basava-p4: ಮಠಾಧೀಶರು ಮಾತನಾಡಿ, ಬಸವಣ್ಣನವರ ವಚನಗಳು ಇಂದಿಗೂ ಪ್ರಸ್ತುತವಾಗಿವೆ. ಕಾಯಕವೇ ಕೈಲಾಸ ಎಂಬ ಸಂದೇಶವನ್ನು ಎಲ್ಲರೂ ಪಾಲಿಸಬೇಕು ಎಂದು ಕರೆ ನೀಡಿದರು. <box>352 1243 500 1295</box>
lead-body-columns <box>223 521 702 575</box>
crowd-graphic <box>135 126 341 225</box>
brief-4-byline: ಕೆ.ಎಸ್.ಕೊರಟಿಕೆರೆ: <box>80 752 133 763</box>
bus-headline: ಕೆಎಸ್‌ಆರ್‌ಟಿಸಿ ಬಸ್ ಸೌಲಭ್ಯಕ್ಕೆ ಒತ್ತಾಯ <box>719 815 974 838</box>
edition-title: ತುಮಕೂರು <box>493 87 845 195</box>
culture-story: ಲಲಿತ ಕಲೆಗಳು ನಮ್ಮ ಸಂಸ್ಕೃತಿ ಪ್ರತೀಕ: ಶಾಸಕ ಸುರೇಶ್‌ಬಾಬು ತುಮಕೂರಿನ ಭವನದಲ್ಲಿ ನಡೆದ ನೃತ್ಯ ನೀಕೇತನದಿಂದ ನಾಟ್ಯೋತ್ಸವ ನಡೆಯಿತು. ❖ ಚಿಕ್ಕನಾಯಕನಹಳ್ಳಿ: ಭರತನಾಟ್ಯ, ಕೂಚಿಪುಡಿ ಮುಂತಾದ ಶಾಸ್ತ್ರೀಯ ನೃತ್ಯ ಪ್ರಕಾರಗಳು ನಮ್ಮ ಸಂಸ್ಕೃತಿಯ ಪ್ರತೀಕವಾಗಿವೆ ಎಂದು ಶಾಸಕ ಸುರೇಶ್‌ಬಾಬು ಹೇಳಿದರು. ತಾಲೂಕು ಕೇಂದ್ರದ ಸಭಾಂಗಣದಲ್ಲಿ ನಡೆದ ನಾಟ್ಯೋತ್ಸವ 2026ನ್ನು ಉದ್ಘಾಟಿಸಿ ಅವರು ಮಾತನಾಡಿದರು. ಯುವ ಪೀಳಿಗೆ ಕಲೆಗಳನ್ನು ಕಲಿಯಬೇಕು, ಉಳಿಸಬೇಕು ಎಂದು ಕರೆ ನೀಡಿದರು. ಪೋಷಕರು ಮಕ್ಕಳಿಗೆ ಶಾಲಾ ಶಿಕ್ಷಣದ ಜೊತೆಗೆ ಕಲೆಗಳ ಅಭ್ಯಾಸಕ್ಕೂ ಪ್ರೋತ್ಸಾಹ ನೀಡಬೇಕು ಎಂದು ಸಲಹೆ ನೀಡಿದರು. ವಿವಿಧ ಶಾಲೆಗಳ ಸುಮಾರು ನೂರಕ್ಕೂ ಹೆಚ್ಚು ಮಕ್ಕಳು ನೃತ್ಯ ಪ್ರದರ್ಶನ ನೀಡಿದರು. ಪ್ರೇಕ್ಷಕರು ಕರತಾಡನದೊಂದಿಗೆ ಮೆಚ್ಚುಗೆ ವ್ಯಕ್ತಪಡಿಸಿದರು. ಕಾರ್ಯಕ್ರಮದಲ್ಲಿ ನೃತ್ಯ ನಿಕೇತನದ ಸಂಸ್ಥಾಪಕರು, ಗುರುಗಳು, ಪೋಷಕರು ಹಾಗೂ ಕಲಾಸಕ್ತರು ಉಪಸ್ಥಿತರಿದ್ದರು. <box>223 592 463 932</box>
side-story-text: ಬೆಂಗಳೂರಿನ ಪೇಟೆ ಬಸವೇಶ್ವರ ದೇವಾಲಯ ಶ್ರೀ ಆಚಾರ್ಯರ ಮಂದಿರದ ಶ್ರೀ ಶಂಕರ ಜಯಂತಿಯನ್ನು ನಗರ ಮಠದ ಸಂಪ್ರದಾಯ ಆಚರಿಸಲಾಯಿತು. <box>15 53 123 101</box>
pointing-hand-icon: ☛ <box>10 269 27 289</box>
dharma-event-photo <box>719 467 990 563</box>
brief-1-place: ತುಮಕೂರು: <box>25 351 60 362</box>
census-p3: 2026–27ನೇ ಸಾಲಿನ ಸಮೀಕ್ಷೆ ಕಾರ್ಯ ಆರಂಭವಾಗಿದ್ದು, 459 ಜಿಲ್ಲೆಗಳ ಮಟ್ಟದಲ್ಲಿ ದತ್ತಾಂಶ ಸಂಗ್ರಹ ನಡೆಯುತ್ತಿದೆ. 65 ಸಾವಿರ ಮನೆಗಳ ಸಮೀಕ್ಷೆ ನಡೆಸುವ ಗುರಿ ಇದೆ. <box>480 805 702 830</box>
dharma-headline: ಸನಾತನ ಧರ್ಮದ ಉಳಿವಿಗೆ ಕೊಡುಗೆ <box>719 270 942 329</box>
ticker-item-3[interactable] <box>652 238 990 256</box>
divider <box>719 571 990 573</box>
lead-photo-caption: ಹೊನಲು ಬೆಳಕಿನ ರಾಷ್ಟ್ರೀಯ ಜೂನಿಯರ್ ಅಥ್ಲೆಟಿಕ್ಸ್ ಕ್ರೀಡಾಕೂಟದ ಕುರಿತು ಸುದ್ದಿಗೋಷ್ಠಿಯಲ್ಲಿ ಮಾಹಿತಿ ನೀಡಿದ ಜಿಲ್ಲಾ ಉಸ್ತುವಾರಿ ಸಚಿವರು. <box>410 463 700 484</box>
column-right <box>710 269 990 1017</box>
women-meeting-photo <box>875 632 990 728</box>
women-rights-story: ಮಹಿಳೆಯರ ರಾಜಕೀಯ ಹಕ್ಕು ಕಸಿಮು ಅನ್ಯಾಯ ❖ ತುಮಕೂರು: ಮಹಿಳೆಯರಿಗೆ ಲೋಕಸಭೆ, ವಿಧಾನಸಭೆಯಲ್ಲಿ ಶೇಕಡ 33 ರಷ್ಟು ಮೀಸಲಾತಿ ನೀಡುವ ಕಾನೂನು ಜಾರಿಗೆ ಬರಬೇಕು. ಮಹಿಳೆಯರ ರಾಜಕೀಯ ಹಕ್ಕನ್ನು ಕಸಿಯುವುದು ಅನ್ಯಾಯ ಎಂದು ಮುಖಂಡರು ಆಗ್ರಹಿಸಿದರು. ಸ್ಥಳೀಯ ಸಂಸ್ಥೆಗಳಲ್ಲಿ ಮಹಿಳೆಯರಿಗೆ ನೀಡಿರುವ ಮೀಸಲಾತಿ ಉತ್ತಮ ಫಲಿತಾಂಶ ನೀಡಿದೆ. ಅದೇ ಮಾದರಿಯನ್ನು ಸಂಸತ್ತಿನಲ್ಲೂ ಅಳವಡಿಸಬೇಕು ಎಂದು ಅವರು ಹೇಳಿದರು. ಕಾರ್ಯಕ್ರಮದಲ್ಲಿ ಪಕ್ಷದ ಮುಖಂಡರಾದ ಎಸ್. ರಮೇಶ್, ಜಿಲ್ಲಾ ವಾರ್ಡ್ ಟಿ.ಆರ್. ಸುಮಾಲತಾ, ಪ್ರಭಾವತಿ, ಶ್ಯಾಮಲಾ ಮತ್ತಿತರರು ಉಪಸ್ಥಿತರಿದ್ದರು. <box>719 580 990 798</box>
temp-max-value: 28 <box>401 29 424 52</box>
brief-item-1: ಜಿಲ್ಲಾ ಪರೀಕ್ಷೆಯಲ್ಲಿ ಶೇ 97.05 ಫಲಿತಾಂಶ ❖ ತುಮಕೂರು: ಇಲಾಖೆ ನಡೆಸಿದ ಜಿಲ್ಲಾ ಪರೀಕ್ಷೆಯ ಫಲಿತಾಂಶವನ್ನು ಬಿಡುಗಡೆ ಮಾಡಲಾಗಿದ್ದು, ಜಿಲ್ಲೆಯಲ್ಲಿ ಶೇ. 97.05 ಫಲಿತಾಂಶ ದಾಖಲಾಗಿದೆ. ಈ ಬಾರಿ ಬಾಲಕಿಯರು ಶೇ. 92.32 ಮತ್ತು ಬಾಲಕರು ಶೇ. 87.78 ಅಂಕ ಗಳಿಸಿದ್ದಾರೆ. ಪ್ರಮುಖವಾಗಿ ಗ್ರಾಮೀಣ ಭಾಗದ ವಿದ್ಯಾರ್ಥಿಗಳು ಉತ್ತಮ ಸಾಧನೆ ಮಾಡಿರುವುದು ಗಮನಾರ್ಹ ಸಂಗತಿಯಾಗಿದೆ. ಶಿಕ್ಷಣ ಇಲಾಖೆಯ ಅಧಿಕಾರಿಗಳು ಶಾಲಾ ಮುಖ್ಯೋಪಾಧ್ಯಾಯರಿಗೆ ಮತ್ತು ಶಿಕ್ಷಕರಿಗೆ ಅಭಿನಂದನೆ ಸಲ್ಲಿಸಿದ್ದಾರೆ. ಮುಂದಿನ ವರ್ಷದಲ್ಲಿ ಇನ್ನಷ್ಟು ಉತ್ತಮ ಫಲಿತಾಂಶ ಪಡೆಯಲು ಯೋಜನೆ ರೂಪಿಸಲಾಗುವುದು ಎಂದು ಅವರು ತಿಳಿಸಿದ್ದಾರೆ. <box>10 301 206 456</box>
lead-story: ಏ.24ರಿಂದ 24ನೇ ರಾಷ್ಟ್ರೀಯ ಜೂನಿಯರ್ ಅಥ್ಲೆಟಿಕ್ಸ್ ಕ್ರೀಡಾಕೂಟ ಹೊನಲು ಬೆಳಕಿನ ಸ್ಪರ್ಧೆ ❖ ತುಮಕೂರು: ಏ.24ರಿಂದ 3 ದಿನಗಳ ಕಾಲ ತುಮಕೂರಿನಲ್ಲಿ 20 ವರ್ಷದೊಳಗಿನ 24ನೇ ರಾಷ್ಟ್ರೀಯ ಜೂನಿಯರ್ ಅಥ್ಲೆಟಿಕ್ಸ್ ಕ್ರೀಡಾಕೂಟ ನಡೆಯಲಿದ್ದು, ಇದೇ ಮೊದಲ ಬಾರಿಗೆ ಹೊನಲು ಬೆಳಕಿನಲ್ಲಿ ಸ್ಪರ್ಧೆಗಳು ನಡೆಯಲಿವೆ ಎಂದು ಜಿಲ್ಲಾ ಉಸ್ತುವಾರಿ ಸಚಿವರು ತಿಳಿಸಿದರು. ಸುಮಾರು 1,500 ಕ್ರೀಡಾಪಟುಗಳು ವಿವಿಧ ವಯೋಮಾನದ 40 ಸ್ಪರ್ಧೆಗಳಲ್ಲಿ ಭಾಗವಹಿಸಲಿದ್ದಾರೆ. ಓಟ, ಜಿಗಿತ, ಎಸೆತ ಸೇರಿದಂತೆ ವಿವಿಧ ವಿಭಾಗಗಳಲ್ಲಿ ಪೈಪೋಟಿ ಏರ್ಪಡಲಿದೆ ಎಂದು ವಿವರಿಸಿದರು. 4.5 ಕೋಟಿ ರೂ. ವೆಚ್ಚದಲ್ಲಿ ಕ್ರೀಡಾಂಗಣವನ್ನು ಮೇಲ್ದರ್ಜೆಗೆ ಏರಿಸಲಾಗಿದ್ದು, ಸಿಂಥೆಟಿಕ್ ಟ್ರ್ಯಾಕ್ ಅಳವಡಿಸಲಾಗಿದೆ. ಹೈಮಾಸ್ಟ್ ದೀಪಗಳನ್ನು ಹಾಕಲಾಗಿದೆ. NATIONAL JUNIOR U20 ATHLETICS FEDERATION COMPETITION 2026 TUMKUR ಹೊನಲು ಬೆಳಕಿನ ರಾಷ್ಟ್ರೀಯ ಜೂನಿಯರ್ ಅಥ್ಲೆಟಿಕ್ಸ್ ಕ್ರೀಡಾಕೂಟದ ಕುರಿತು ಸುದ್ದಿಗೋಷ್ಠಿಯಲ್ಲಿ ಮಾಹಿತಿ ನೀಡಿದ ಜಿಲ್ಲಾ ಉಸ್ತುವಾರಿ ಸಚಿವರು. ಡಾ.ಜಿ.ಪರಮೇಶ್ವರ್, ಜಿಲ್ಲಾ ಉಸ್ತುವಾರಿ ಸಚಿವ ನಗರದ ಕ್ರೀಡಾಂಗಣದಲ್ಲಿ ಏರ್ಪಡಿಸಿದ್ದ ಸುದ್ದಿಗೋಷ್ಠಿಯಲ್ಲಿ ಮಾತನಾಡಿದ ಅವರು, ದೇಶದ ವಿವಿಧ ರಾಜ್ಯಗಳಿಂದ ಸಾವಿರಾರು ಕ್ರೀಡಾಪಟುಗಳು ಭಾಗವಹಿಸಲಿದ್ದಾರೆ. ಇದಕ್ಕಾಗಿ ಎಲ್ಲಾ ಸಿದ್ಧತೆಗಳನ್ನು ಪೂರ್ಣಗೊಳಿಸಲಾಗಿದೆ ಎಂದರು. ಕ್ರೀಡಾಪಟುಗಳಿಗೆ ವಸತಿ, ಊಟ ಮತ್ತು ಸಾರಿಗೆ ವ್ಯವಸ್ಥೆ ಕಲ್ಪಿಸಲಾಗಿದೆ. ಆರೋಗ್ಯ ತಂಡ ಹಾಗೂ ಆ್ಯಂಬುಲೆನ್ಸ್ ಸೇವೆಯನ್ನೂ ಸನ್ನದ್ಧ ಸ್ಥಿತಿಯಲ್ಲಿ ಇರಿಸಲಾಗುವುದು. 24ನೇ ರಾಷ್ಟ್ರೀಯ ಜೂನಿಯರ್ ಅಥ್ಲೆಟಿಕ್ಸ್ ಕ್ರೀಡಾಕೂಟದ ಉದ್ಘಾಟನಾ ಸಮಾರಂಭ ಸಂಜೆ ನಡೆಯಲಿದ್ದು, ಗಣ್ಯರು ಭಾಗವಹಿಸಲಿದ್ದಾರೆ ಎಂದು ಅವರು ಮಾಹಿತಿ ನೀಡಿದರು. <box>223 269 702 575</box>
